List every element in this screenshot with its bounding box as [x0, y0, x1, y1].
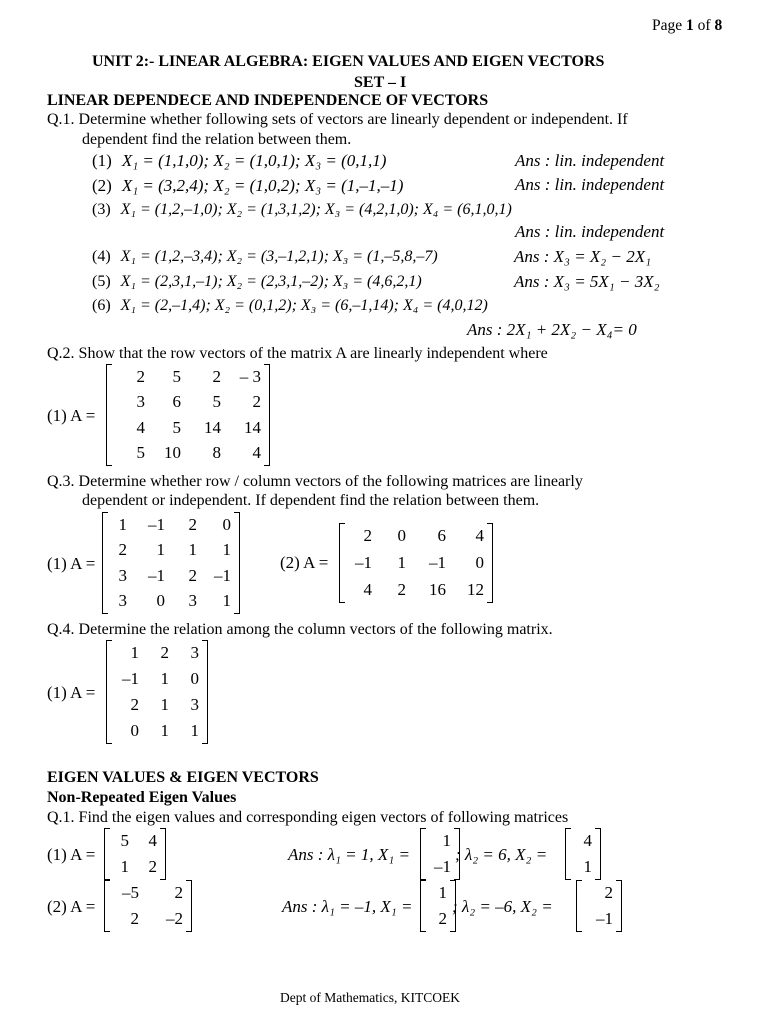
matrix-entry: 4	[136, 417, 145, 437]
q1-answer-4: Ans : X₃ = X₂ − 2X₁	[514, 247, 651, 266]
matrix-entry: 1	[120, 857, 129, 876]
unit-title: UNIT 2:- LINEAR ALGEBRA: EIGEN VALUES AND EIGEN VECTORS	[92, 53, 605, 70]
eigen-item2-label: (2) A =	[47, 897, 96, 916]
matrix-body	[582, 880, 616, 932]
q1-answer-1: Ans : lin. independent	[515, 151, 665, 170]
q3-matrix1-label: (1) A =	[47, 554, 96, 573]
matrix-entry: 2	[188, 514, 197, 534]
q3-line1: Q.3. Determine whether row / column vectors of the following matrices are linearly	[47, 473, 583, 490]
matrix-entry: 1	[397, 552, 406, 572]
matrix-entry: 1	[222, 591, 231, 611]
q2-matrix-label: (1) A =	[47, 406, 96, 425]
q3-matrix-1	[102, 512, 240, 614]
matrix-entry: 4	[252, 443, 261, 463]
matrix-entry: –1	[214, 565, 231, 585]
eigen-item2-vector2	[576, 880, 622, 932]
eigen-item1-vector1	[420, 828, 460, 880]
matrix-entry: 16	[429, 579, 446, 599]
matrix-entry: 2	[252, 392, 261, 412]
matrix-entry: 0	[190, 669, 199, 688]
matrix-entry: 2	[174, 883, 183, 902]
right-bracket	[202, 640, 208, 744]
eigen-item1-answer-mid: ; λ₂ = 6, X₂ =	[455, 845, 548, 864]
matrix-entry: 4	[475, 526, 484, 546]
matrix-body	[426, 880, 450, 932]
matrix-entry: 2	[130, 695, 139, 714]
matrix-entry: 8	[212, 443, 221, 463]
q3-line2: dependent or independent. If dependent find the relation between them.	[82, 492, 540, 509]
q1-item-3: (3) X₁ = (1,2,–1,0); X₂ = (1,3,1,2); X₃ = (4,2,1,0); X₄ = (6,1,0,1)	[92, 201, 512, 218]
q1-line1: Q.1. Determine whether following sets of vectors are linearly dependent or independent. If	[47, 111, 628, 128]
matrix-entry: 1	[583, 857, 592, 876]
eigen-item1-vector2	[565, 828, 601, 880]
matrix-body	[345, 523, 487, 603]
section-title-eigen: EIGEN VALUES & EIGEN VECTORS	[47, 769, 319, 786]
matrix-entry: 4	[583, 831, 592, 850]
matrix-entry: 1	[438, 883, 447, 902]
matrix-entry: 2	[397, 579, 406, 599]
q2-matrix	[106, 364, 270, 466]
matrix-entry: 2	[438, 909, 447, 928]
matrix-entry: 2	[363, 526, 372, 546]
q1-answer-2: Ans : lin. independent	[515, 175, 665, 194]
matrix-body	[571, 828, 595, 880]
matrix-entry: –1	[596, 909, 613, 928]
matrix-entry: 6	[437, 526, 446, 546]
page-number: Page 1 of 8	[652, 17, 723, 34]
matrix-entry: – 3	[239, 366, 261, 386]
matrix-entry: 1	[130, 643, 139, 662]
matrix-entry: 2	[118, 540, 127, 560]
q3-matrix2-label: (2) A =	[280, 553, 329, 572]
matrix-entry: 5	[172, 366, 181, 386]
matrix-entry: 0	[222, 514, 231, 534]
right-bracket	[264, 364, 270, 466]
matrix-entry: 1	[160, 669, 169, 688]
matrix-entry: 6	[172, 392, 181, 412]
matrix-entry: 1	[160, 695, 169, 714]
section-subtitle: Non-Repeated Eigen Values	[47, 789, 237, 806]
matrix-entry: 2	[604, 883, 613, 902]
matrix-entry: 5	[212, 392, 221, 412]
matrix-entry: 1	[118, 514, 127, 534]
matrix-entry: 2	[212, 366, 221, 386]
q1-item-4: (4) X₁ = (1,2,–3,4); X₂ = (3,–1,2,1); X₃ = (1,–5,8,–7)	[92, 248, 438, 265]
q1-answer-3: Ans : lin. independent	[515, 222, 665, 241]
matrix-entry: 1	[160, 721, 169, 740]
matrix-body	[108, 512, 234, 614]
matrix-entry: 3	[190, 643, 199, 662]
matrix-entry: 1	[156, 540, 165, 560]
eigen-item1-matrix	[104, 828, 166, 880]
q4-matrix	[106, 640, 208, 744]
matrix-entry: –1	[148, 565, 165, 585]
matrix-entry: –1	[148, 514, 165, 534]
matrix-entry: 2	[160, 643, 169, 662]
matrix-entry: 12	[467, 579, 484, 599]
q1-item-5: (5) X₁ = (2,3,1,–1); X₂ = (2,3,1,–2); X₃ = (4,6,2,1)	[92, 273, 422, 290]
matrix-entry: 1	[188, 540, 197, 560]
matrix-entry: 4	[148, 831, 157, 850]
eigen-item2-matrix	[104, 880, 192, 932]
matrix-entry: 2	[148, 857, 157, 876]
footer: Dept of Mathematics, KITCOEK	[280, 990, 460, 1005]
matrix-entry: 3	[190, 695, 199, 714]
matrix-entry: –2	[166, 909, 183, 928]
eigen-item1-label: (1) A =	[47, 845, 96, 864]
q1-item-2: (2) X₁ = (3,2,4); X₂ = (1,0,2); X₃ = (1,–1,–1)	[92, 176, 404, 195]
eigen-item1-answer-prefix: Ans : λ₁ = 1, X₁ =	[288, 845, 410, 864]
matrix-entry: –5	[122, 883, 139, 902]
matrix-entry: 0	[130, 721, 139, 740]
matrix-entry: 2	[130, 909, 139, 928]
matrix-entry: 1	[442, 831, 451, 850]
matrix-entry: 3	[136, 392, 145, 412]
matrix-entry: 5	[172, 417, 181, 437]
set-title: SET – I	[354, 74, 407, 91]
matrix-entry: –1	[434, 857, 451, 876]
matrix-body	[110, 880, 186, 932]
matrix-entry: 2	[188, 565, 197, 585]
matrix-entry: 2	[136, 366, 145, 386]
matrix-entry: –1	[429, 552, 446, 572]
q1-answer-5: Ans : X₃ = 5X₁ − 3X₂	[514, 272, 660, 291]
q4-matrix-label: (1) A =	[47, 683, 96, 702]
eigen-q1-text: Q.1. Find the eigen values and corresponding eigen vectors of following matrices	[47, 809, 569, 826]
q3-matrix-2	[339, 523, 493, 603]
matrix-entry: –1	[355, 552, 372, 572]
right-bracket	[234, 512, 240, 614]
q2-text: Q.2. Show that the row vectors of the matrix A are linearly independent where	[47, 345, 548, 362]
eigen-item2-vector1	[420, 880, 456, 932]
q1-item-1: (1) X₁ = (1,1,0); X₂ = (1,0,1); X₃ = (0,1,1)	[92, 151, 387, 170]
matrix-entry: 3	[118, 565, 127, 585]
matrix-body	[110, 828, 160, 880]
matrix-entry: 3	[118, 591, 127, 611]
matrix-entry: 10	[164, 443, 181, 463]
matrix-entry: 0	[397, 526, 406, 546]
right-bracket	[186, 880, 192, 932]
matrix-body	[112, 364, 264, 466]
q1-answer-6: Ans : 2X₁ + 2X₂ − X₄= 0	[467, 320, 637, 339]
matrix-body	[426, 828, 454, 880]
q1-line2: dependent find the relation between them.	[82, 131, 352, 148]
matrix-entry: 4	[363, 579, 372, 599]
matrix-entry: –1	[122, 669, 139, 688]
q1-item-6: (6) X₁ = (2,–1,4); X₂ = (0,1,2); X₃ = (6,–1,14); X₄ = (4,0,12)	[92, 297, 488, 314]
matrix-entry: 0	[475, 552, 484, 572]
right-bracket	[160, 828, 166, 880]
right-bracket	[595, 828, 601, 880]
matrix-entry: 1	[222, 540, 231, 560]
matrix-entry: 14	[244, 417, 261, 437]
q4-text: Q.4. Determine the relation among the column vectors of the following matrix.	[47, 621, 553, 638]
matrix-entry: 1	[190, 721, 199, 740]
matrix-body	[112, 640, 202, 744]
right-bracket	[487, 523, 493, 603]
matrix-entry: 0	[156, 591, 165, 611]
section-title-dependence: LINEAR DEPENDECE AND INDEPENDENCE OF VECTORS	[47, 92, 489, 109]
eigen-item2-answer-mid: ; λ₂ = –6, X₂ =	[452, 897, 553, 916]
eigen-item2-answer-prefix: Ans : λ₁ = –1, X₁ =	[282, 897, 413, 916]
matrix-entry: 14	[204, 417, 221, 437]
matrix-entry: 3	[188, 591, 197, 611]
matrix-entry: 5	[120, 831, 129, 850]
matrix-entry: 5	[136, 443, 145, 463]
right-bracket	[616, 880, 622, 932]
